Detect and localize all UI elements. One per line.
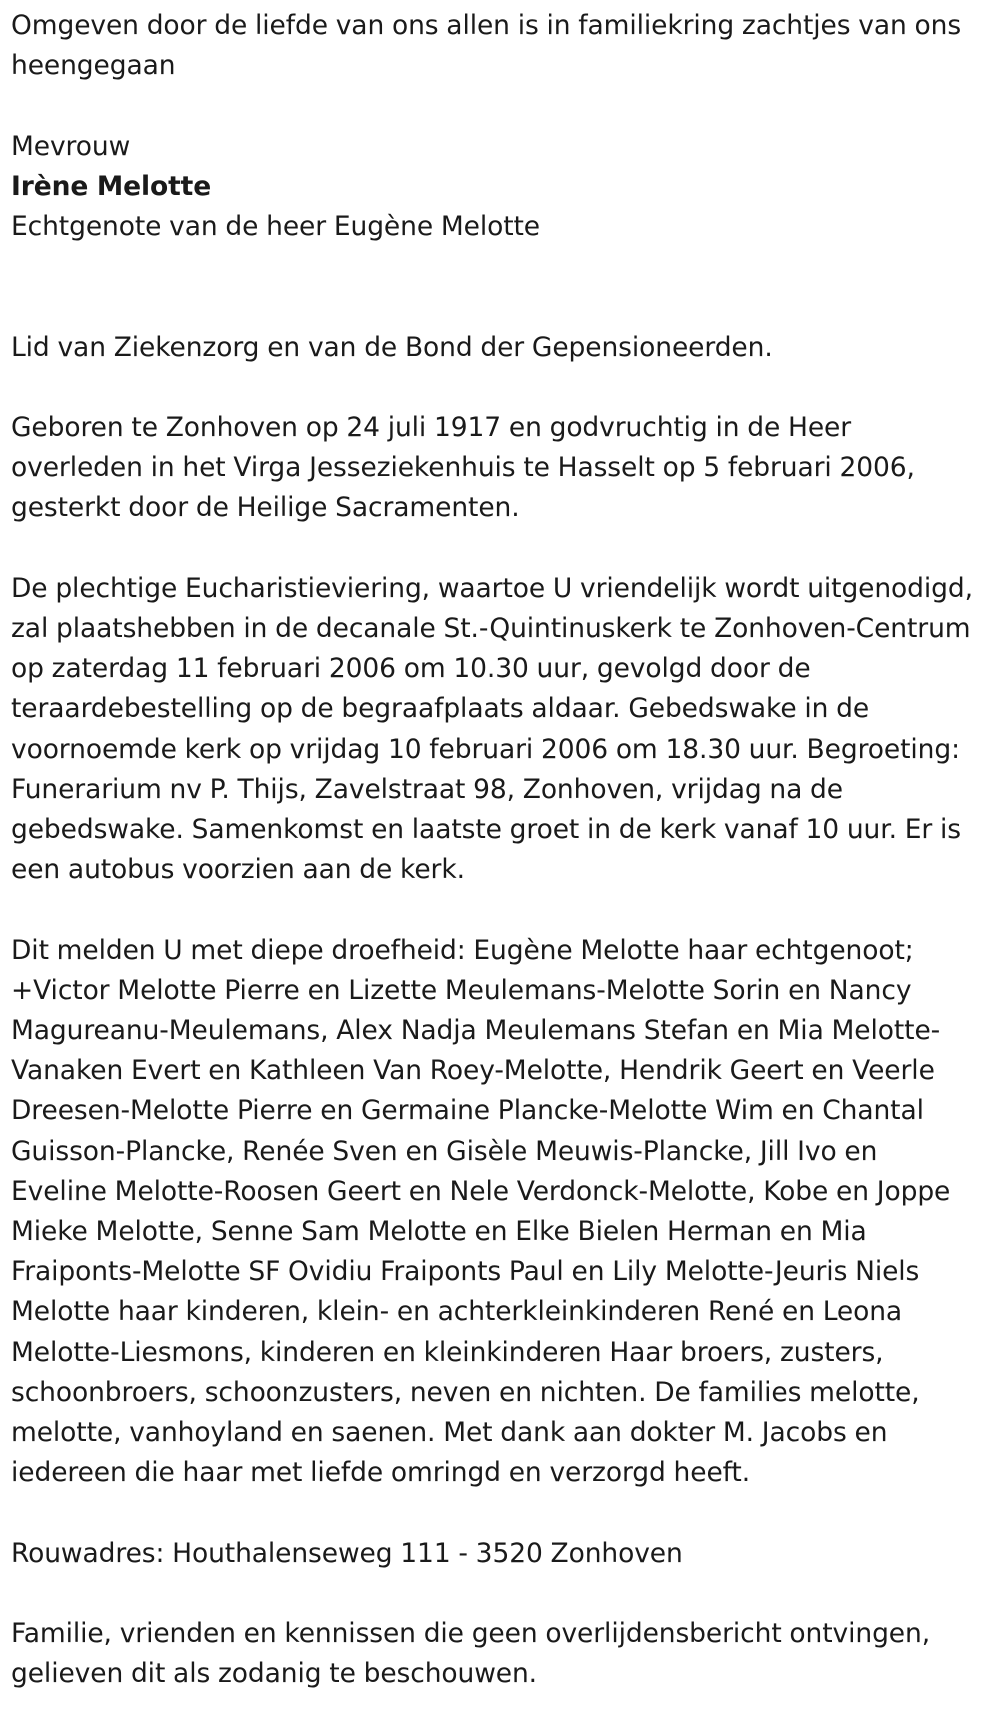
mourning-address: Rouwadres: Houthalenseweg 111 - 3520 Zonhoven	[11, 1537, 683, 1569]
closing-text: Familie, vrienden en kennissen die geen overlijdensbericht ontvingen, gelieven dit als zodanig te beschouwen.	[11, 1618, 931, 1690]
birth-death-text: Geboren te Zonhoven op 24 juli 1917 en godvruchtig in de Heer overleden in het Virga Jesseziekenhuis te Hasselt op 5 februari 2006, gesterkt door de Heilige Sacramenten.	[11, 411, 915, 524]
family-text: Dit melden U met diepe droefheid: Eugène Melotte haar echtgenoot; +Victor Melotte Pierre en Lizette Meulemans-Melotte Sorin en Nancy Magureanu-Meulemans, Alex Nadja Meulemans Stefan en Mia Melotte-Vanaken Evert en Kathleen Van Roey-Melotte, Hendrik Geert en Veerle Dreesen-Melotte Pierre en Germaine Plancke-Melotte Wim en Chantal Guisson-Plancke, Renée Sven en Gisèle Meuwis-Plancke, Jill Ivo en Eveline Melotte-Roosen Geert en Nele Verdonck-Melotte, Kobe en Joppe Mieke Melotte, Senne Sam Melotte en Elke Bielen Herman en Mia Fraiponts-Melotte SF Ovidiu Fraiponts Paul en Lily Melotte-Jeuris Niels Melotte haar kinderen, klein- en achterkleinkinderen René en Leona Melotte-Liesmons, kinderen en kleinkinderen Haar broers, zusters, schoonbroers, schoonzusters, neven en nichten. De families melotte, melotte, vanhoyland en saenen. Met dank aan dokter M. Jacobs en iedereen die haar met liefde omringd en verzorgd heeft.	[11, 934, 951, 1489]
membership-text: Lid van Ziekenzorg en van de Bond der Gepensioneerden.	[11, 331, 773, 363]
deceased-name: Irène Melotte	[11, 170, 212, 202]
spouse-line: Echtgenote van de heer Eugène Melotte	[11, 211, 540, 242]
ceremony-text: De plechtige Eucharistieviering, waartoe U vriendelijk wordt uitgenodigd, zal plaatshebben in de decanale St.-Quintinuskerk te Zonhoven-Centrum op zaterdag 11 februari 2006 om 10.30 uur, gevolgd door de teraardebestelling op de begraafplaats aldaar. Gebedswake in de voornoemde kerk op vrijdag 10 februari 2006 om 18.30 uur. Begroeting: Funerarium nv P. Thijs, Zavelstraat 98, Zonhoven, vrijdag na de gebedswake. Samenkomst en laatste groet in de kerk vanaf 10 uur. Er is een autobus voorzien aan de kerk.	[11, 572, 973, 886]
salutation: Mevrouw	[11, 130, 131, 162]
intro-text: Omgeven door de liefde van ons allen is in familiekring zachtjes van ons heengegaan	[11, 10, 962, 82]
